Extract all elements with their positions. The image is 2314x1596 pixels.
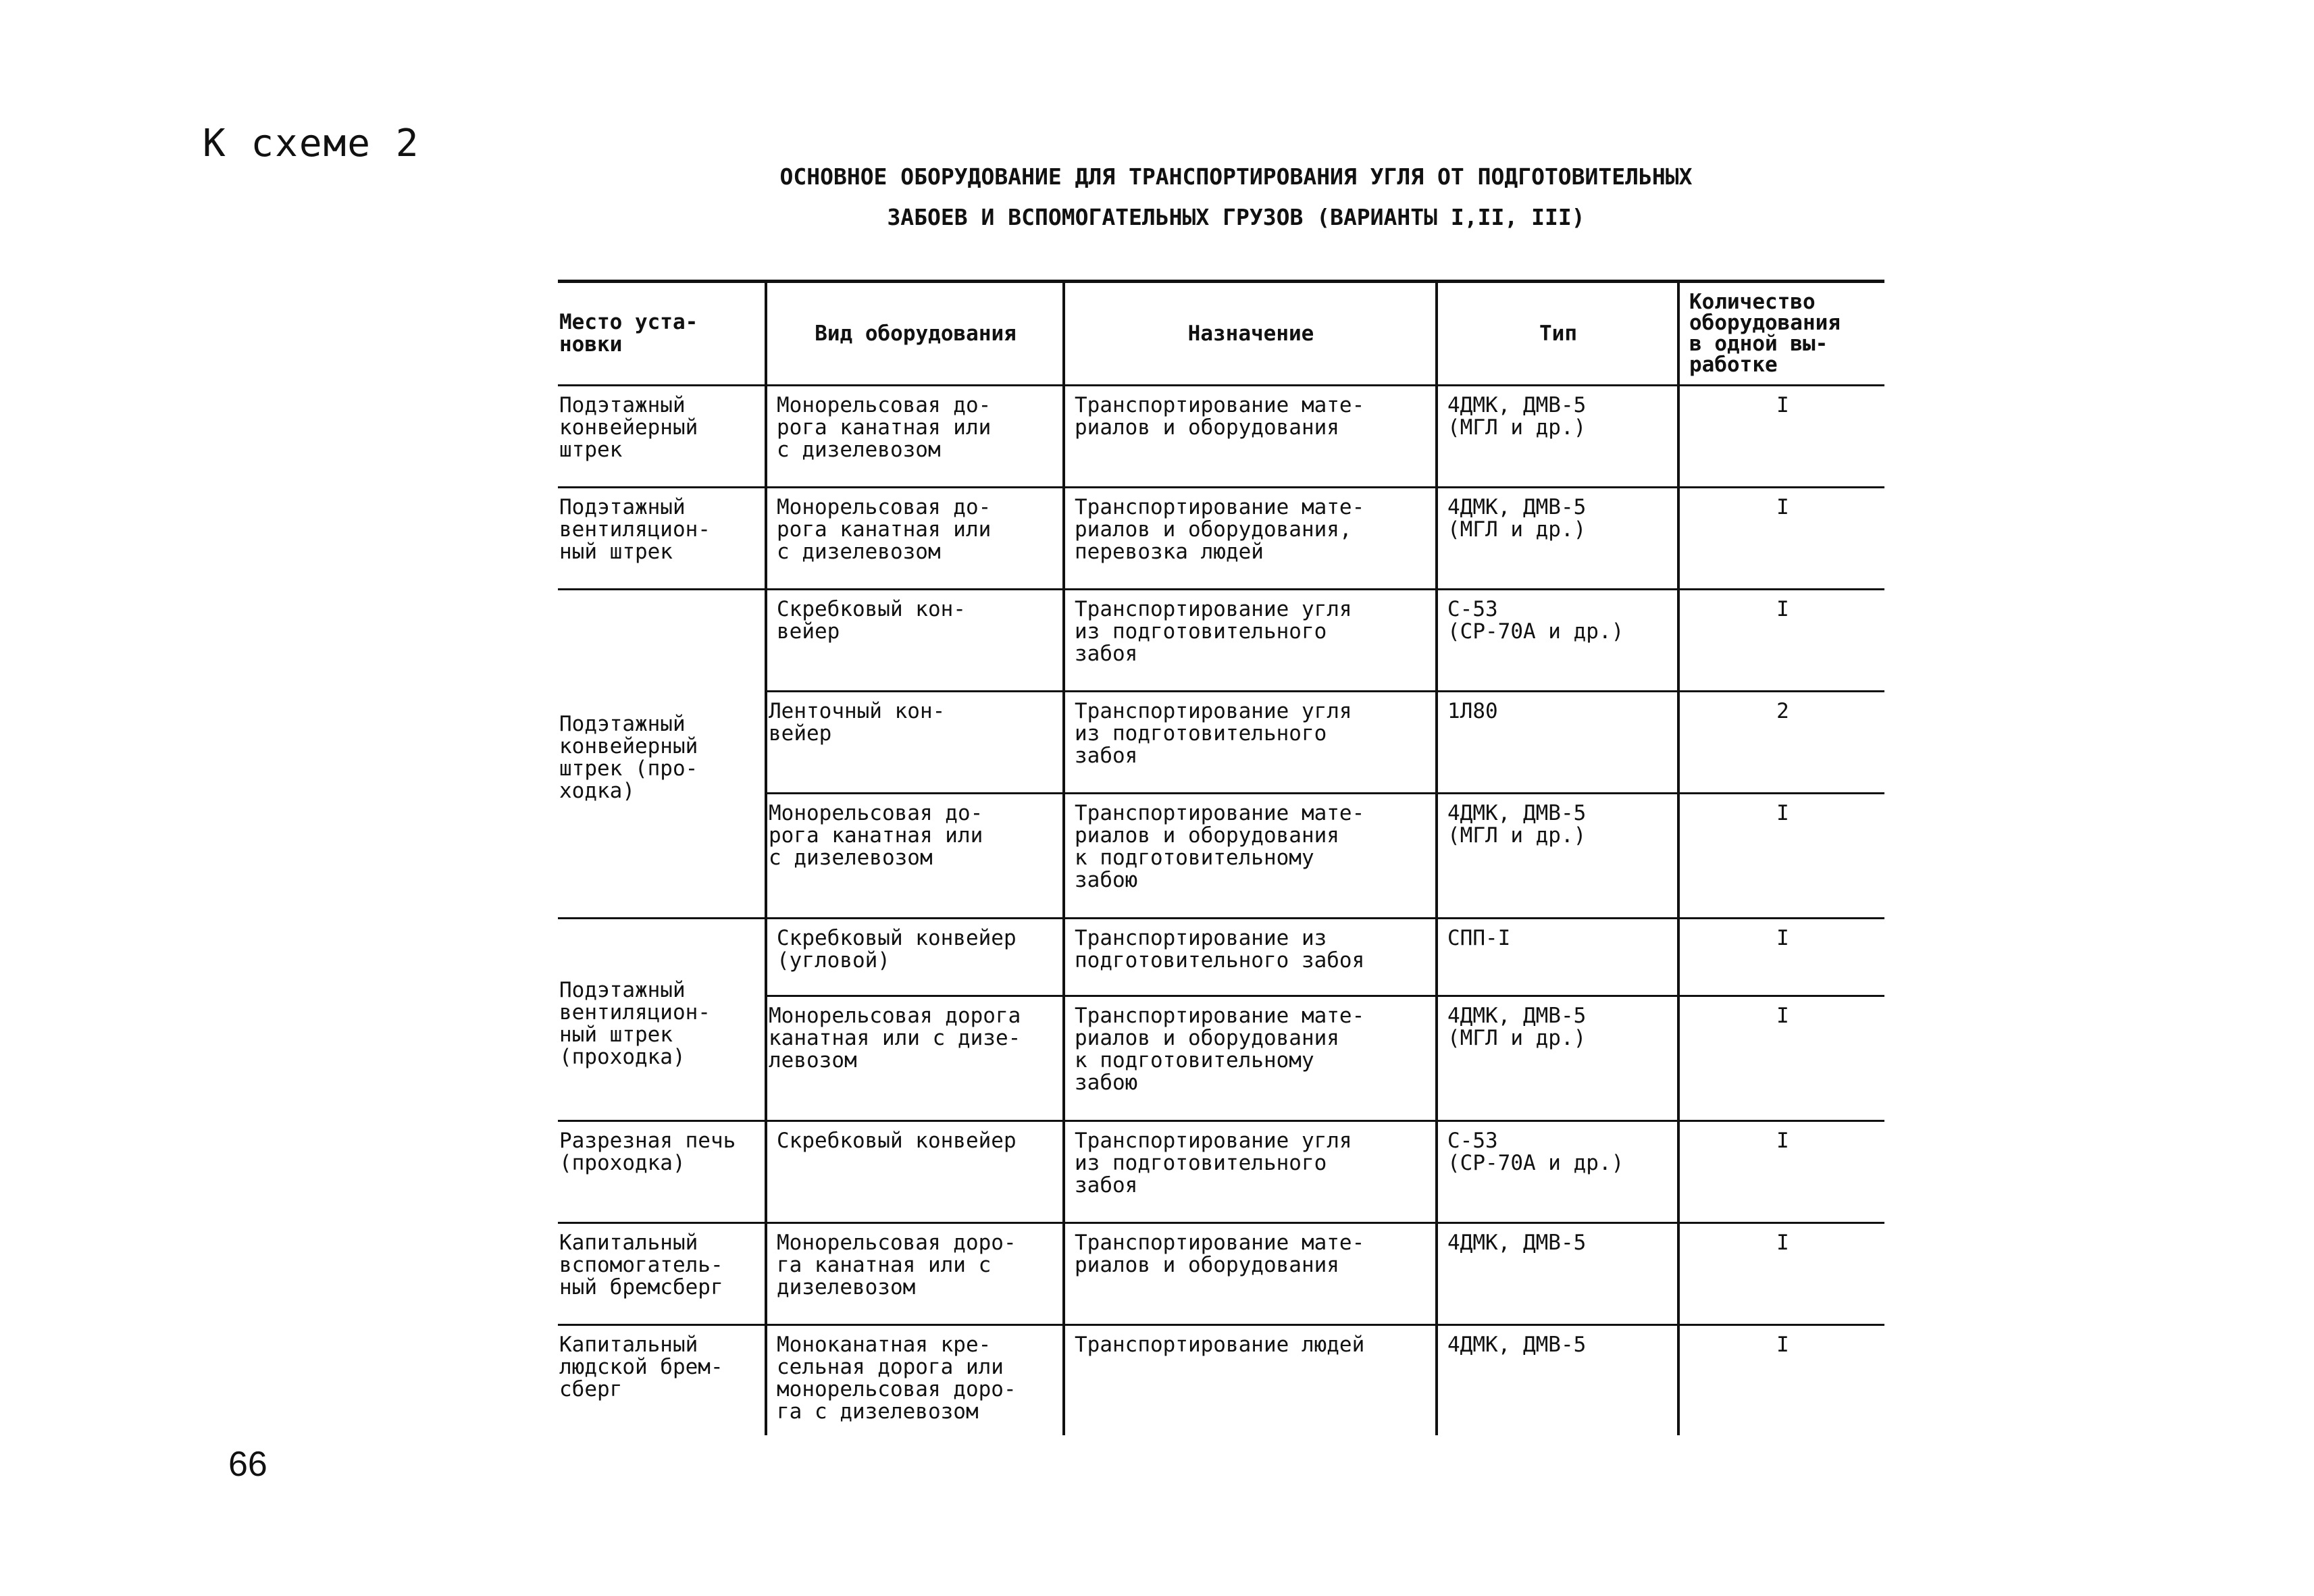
cell-place: Капитальный вспомогатель- ный бремсберг [558, 1223, 766, 1325]
cell-purpose: Транспортирование угля из подготовительного забоя [1064, 1121, 1437, 1223]
cell-place: Подэтажный конвейерный штрек [558, 386, 766, 488]
cell-purpose: Транспортирование мате- риалов и оборудования [1064, 1223, 1437, 1325]
cell-quantity: 2 [1678, 692, 1884, 794]
table-row [558, 488, 1884, 590]
cell-place: Подэтажный вентиляцион- ный штрек (проходка) [558, 919, 766, 1121]
cell-quantity: I [1678, 488, 1884, 590]
cell-quantity: I [1678, 794, 1884, 919]
title-line-2: ЗАБОЕВ И ВСПОМОГАТЕЛЬНЫХ ГРУЗОВ (ВАРИАНТЫ I,II, III) [887, 204, 1585, 230]
cell-equipment: Скребковый конвейер (угловой) [766, 919, 1064, 996]
header-quantity: Количество оборудования в одной вы- работке [1678, 282, 1884, 386]
cell-type: 4ДМК, ДМВ-5 (МГЛ и др.) [1437, 996, 1678, 1121]
cell-quantity: I [1678, 996, 1884, 1121]
cell-equipment: Монорельсовая до- рога канатная или с дизелевозом [766, 488, 1064, 590]
cell-purpose: Транспортирование людей [1064, 1325, 1437, 1436]
cell-quantity: I [1678, 1121, 1884, 1223]
table-row [558, 1223, 1884, 1325]
cell-quantity: I [1678, 919, 1884, 996]
cell-type: 4ДМК, ДМВ-5 (МГЛ и др.) [1437, 794, 1678, 919]
cell-purpose: Транспортирование мате- риалов и оборудования, перевозка людей [1064, 488, 1437, 590]
cell-type: СПП-I [1437, 919, 1678, 996]
cell-place: Разрезная печь (проходка) [558, 1121, 766, 1223]
cell-quantity: I [1678, 1223, 1884, 1325]
cell-type: 4ДМК, ДМВ-5 (МГЛ и др.) [1437, 386, 1678, 488]
scheme-label: К схеме 2 [203, 122, 420, 165]
table-header-row [558, 282, 1884, 386]
cell-purpose: Транспортирование из подготовительного забоя [1064, 919, 1437, 996]
header-place: Место уста- новки [558, 282, 766, 386]
cell-type: 4ДМК, ДМВ-5 [1437, 1325, 1678, 1436]
cell-equipment: Монорельсовая до- рога канатная или с дизелевозом [766, 386, 1064, 488]
cell-purpose: Транспортирование мате- риалов и оборудования к подготовительному забою [1064, 794, 1437, 919]
header-equipment: Вид оборудования [766, 282, 1064, 386]
table-row [558, 386, 1884, 488]
cell-equipment: Монорельсовая до- рога канатная или с дизелевозом [766, 794, 1064, 919]
header-type: Тип [1437, 282, 1678, 386]
cell-type: С-53 (СР-70А и др.) [1437, 590, 1678, 692]
cell-quantity: I [1678, 386, 1884, 488]
table-row [558, 1325, 1884, 1436]
cell-purpose: Транспортирование мате- риалов и оборудования [1064, 386, 1437, 488]
cell-quantity: I [1678, 1325, 1884, 1436]
cell-type: 4ДМК, ДМВ-5 [1437, 1223, 1678, 1325]
cell-equipment: Моноканатная кре- сельная дорога или монорельсовая доро- га с дизелевозом [766, 1325, 1064, 1436]
cell-place: Подэтажный конвейерный штрек (про- ходка) [558, 590, 766, 919]
cell-purpose: Транспортирование угля из подготовительного забоя [1064, 692, 1437, 794]
cell-quantity: I [1678, 590, 1884, 692]
cell-equipment: Монорельсовая дорога канатная или с дизе- левозом [766, 996, 1064, 1121]
title-line-1: ОСНОВНОЕ ОБОРУДОВАНИЕ ДЛЯ ТРАНСПОРТИРОВАНИЯ УГЛЯ ОТ ПОДГОТОВИТЕЛЬНЫХ [779, 163, 1693, 190]
page-number: 66 [228, 1445, 267, 1484]
cell-place: Капитальный людской брем- сберг [558, 1325, 766, 1436]
cell-equipment: Скребковый кон- вейер [766, 590, 1064, 692]
cell-type: 4ДМК, ДМВ-5 (МГЛ и др.) [1437, 488, 1678, 590]
cell-type: 1Л80 [1437, 692, 1678, 794]
cell-equipment: Монорельсовая доро- га канатная или с дизелевозом [766, 1223, 1064, 1325]
table-row [558, 1121, 1884, 1223]
equipment-table [558, 280, 1884, 1435]
document-title [675, 157, 1797, 238]
cell-equipment: Скребковый конвейер [766, 1121, 1064, 1223]
cell-type: С-53 (СР-70А и др.) [1437, 1121, 1678, 1223]
cell-purpose: Транспортирование мате- риалов и оборудования к подготовительному забою [1064, 996, 1437, 1121]
cell-purpose: Транспортирование угля из подготовительного забоя [1064, 590, 1437, 692]
table-row [558, 590, 1884, 692]
cell-equipment: Ленточный кон- вейер [766, 692, 1064, 794]
table-row [558, 919, 1884, 996]
header-purpose: Назначение [1064, 282, 1437, 386]
cell-place: Подэтажный вентиляцион- ный штрек [558, 488, 766, 590]
